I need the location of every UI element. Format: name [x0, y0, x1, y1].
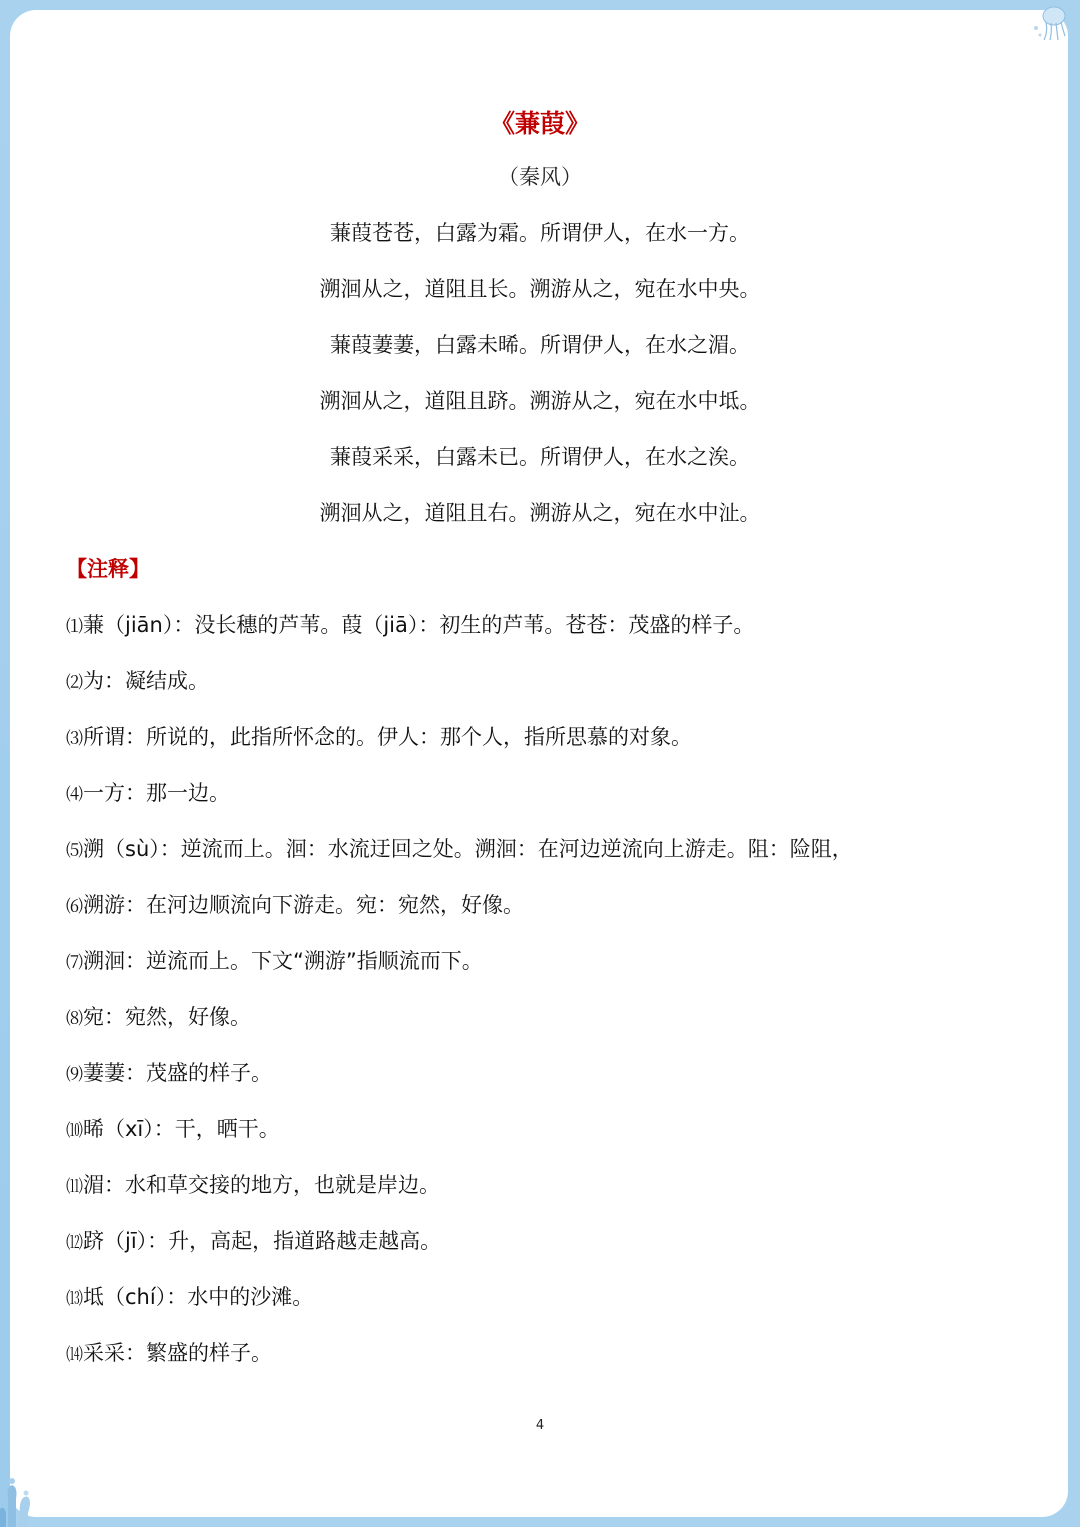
note-item [66, 722, 1026, 754]
note-number: ⑷ [66, 785, 83, 805]
note-number: ⑾ [66, 1177, 83, 1197]
poem-line: 蒹葭采采，白露未已。所谓伊人，在水之涘。 [330, 445, 750, 469]
note-text: 为：凝结成。 [83, 669, 209, 693]
note-text: 一方：那一边。 [83, 781, 230, 805]
note-item [66, 834, 1026, 866]
note-text: 萋萋：茂盛的样子。 [83, 1061, 272, 1085]
note-item [66, 1170, 1026, 1202]
poem-title: 《蒹葭》 [489, 109, 590, 138]
note-number: ⑻ [66, 1009, 83, 1029]
poem-subtitle: （秦风） [498, 165, 582, 189]
note-text: 湄：水和草交接的地方，也就是岸边。 [83, 1173, 440, 1197]
note-item [66, 1338, 1026, 1370]
notes-heading: 【注释】 [66, 557, 150, 581]
note-number: ⒁ [66, 1345, 83, 1365]
note-number: ⒀ [66, 1289, 83, 1309]
poem-line: 溯洄从之，道阻且右。溯游从之，宛在水中沚。 [319, 501, 761, 525]
note-text: 跻（jī）：升，高起，指道路越走越高。 [83, 1229, 442, 1253]
note-number: ⑶ [66, 729, 83, 749]
note-text: 宛：宛然，好像。 [83, 1005, 251, 1029]
note-number: ⑵ [66, 673, 83, 693]
note-item [66, 666, 1026, 698]
note-text: 采采：繁盛的样子。 [83, 1341, 272, 1365]
note-number: ⑸ [66, 841, 83, 861]
note-number: ⑹ [66, 897, 83, 917]
note-item [66, 1282, 1026, 1314]
note-item [66, 778, 1026, 810]
note-item [66, 1226, 1026, 1258]
page-number: 4 [535, 1418, 545, 1433]
note-text: 蒹（jiān）：没长穗的芦苇。葭（jiā）：初生的芦苇。苍苍：茂盛的样子。 [83, 613, 755, 637]
note-text: 坻（chí）：水中的沙滩。 [83, 1285, 314, 1309]
note-number: ⑼ [66, 1065, 83, 1085]
note-item [66, 610, 1026, 642]
note-number: ⑴ [66, 617, 83, 637]
poem-line: 溯洄从之，道阻且跻。溯游从之，宛在水中坻。 [319, 389, 761, 413]
poem-line: 溯洄从之，道阻且长。溯游从之，宛在水中央。 [319, 277, 761, 301]
note-item [66, 1114, 1026, 1146]
poem-line: 蒹葭苍苍，白露为霜。所谓伊人，在水一方。 [330, 221, 750, 245]
jellyfish-decoration-icon [1026, 2, 1072, 44]
note-number: ⑿ [66, 1233, 83, 1253]
note-text: 晞（xī）：干，晒干。 [83, 1117, 280, 1141]
note-item [66, 946, 1026, 978]
coral-decoration-icon [0, 1457, 60, 1527]
note-text: 溯（sù）：逆流而上。洄：水流迂回之处。溯洄：在河边逆流向上游走。阻：险阻， [83, 837, 853, 861]
note-text: 溯洄：逆流而上。下文“溯游”指顺流而下。 [83, 949, 483, 973]
note-item [66, 1058, 1026, 1090]
poem-line: 蒹葭萋萋，白露未晞。所谓伊人，在水之湄。 [330, 333, 750, 357]
note-text: 溯游：在河边顺流向下游走。宛：宛然，好像。 [83, 893, 524, 917]
note-number: ⑽ [66, 1121, 83, 1141]
note-item [66, 890, 1026, 922]
note-item [66, 1002, 1026, 1034]
note-number: ⑺ [66, 953, 83, 973]
note-text: 所谓：所说的，此指所怀念的。伊人：那个人，指所思慕的对象。 [83, 725, 692, 749]
